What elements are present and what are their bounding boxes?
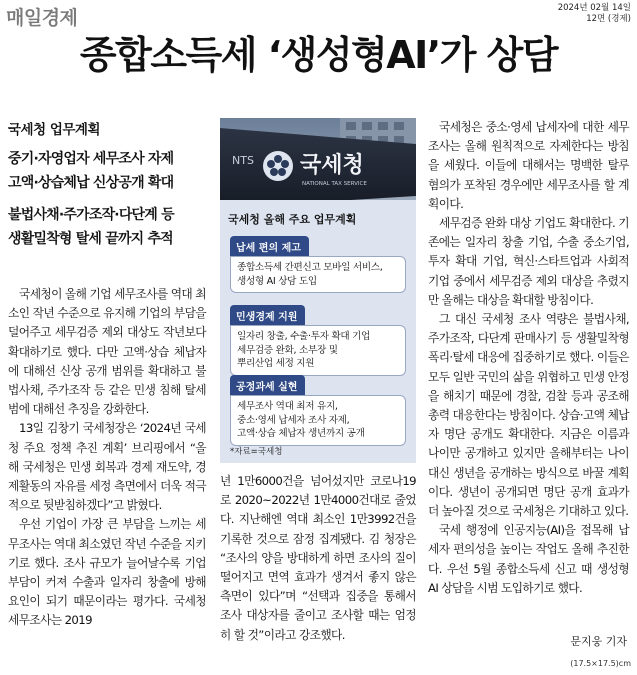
category-line: 종합소득세 간편신고 모바일 서비스,: [237, 262, 383, 273]
infobox: [220, 200, 416, 463]
paragraph: 국세 행정에 인공지능(AI)을 접목해 납세자 편의성을 높이는 작업도 올해 추진한다. 우선 5월 종합소득세 신고 때 생성형 AI 상담을 시범 도입하기로 했다.: [428, 523, 629, 595]
subhead-line: 생활밀착형 탈세 끝까지 추적: [8, 231, 173, 247]
infobox-category: [230, 375, 406, 446]
paragraph: 그 대신 국세청 조사 역량은 불법사채, 주가조작, 다단계 판매사기 등 생활밀착형 폭리·탈세 대응에 집중하기로 했다. 이들은 모두 일반 국민의 삶을 위협하고 민생 안정을 해치기 때문에 경찰, 검찰 등과 공조해 총력 대응한다는 방침이다. 상습·고액 체납자 명단 공개도 확대한다. 지금은 이름과 나이만 공개하고 있지만 올해부터는 나이 대신 생년을 공개하는 방식으로 바꿀 계획이다. 생년이 공개되면 명단 공개 효과가 더 높아질 것으로 국세청은 기대하고 있다.: [428, 312, 629, 519]
category-body: [230, 256, 406, 293]
category-line: 세무검증 완화, 소부장 및: [237, 344, 338, 356]
paragraph: 세무검증 완화 대상 기업도 확대한다. 기존에는 일자리 창출 기업, 수출 중소기업, 투자 확대 기업, 혁신·스타트업과 사회적 기업 중에서 세무검증 제외 대상을 추렸지만 올해는 대상을 확대할 방침이다.: [428, 216, 629, 307]
category-line: 생성형 AI 상담 도입: [237, 275, 317, 287]
category-line: 고액·상습 체납자 생년까지 공개: [237, 428, 365, 439]
infobox-category: [230, 236, 406, 293]
headline: 종합소득세 ‘생성형AI’가 상담: [79, 33, 558, 77]
subhead-line: 고액·상습체납 신상공개 확대: [8, 175, 174, 191]
dateline: [558, 3, 631, 25]
sign-text: 국세청: [300, 153, 364, 178]
infobox-title: 국세청 올해 주요 업무계획: [228, 213, 357, 226]
subhead-line: 중기·자영업자 세무조사 자제: [8, 151, 174, 167]
article-column-2: [220, 472, 416, 645]
category-tab: 민생경제 지원: [230, 305, 305, 325]
paragraph: 년 1만6000건을 넘어섰지만 코로나19로 2020~2022년 1만4000건대로 줄었다. 지난해엔 역대 최소인 1만3992건을 기록한 것으로 잠정 집계됐다. 김 청장은 “조사의 양을 방대하게 하면 조사의 질이 떨어지고 면역 효과가 생겨서 좋지 않은 측면이 있다”며 “선택과 집중을 통해서 조사 대상자를 줄이고 조사할 때는 엄정히 할 것”이라고 강조했다.: [220, 474, 416, 642]
paragraph: 13일 김창기 국세청장은 ‘2024년 국세청 주요 정책 추진 계획’ 브리핑에서 “올해 국세청은 민생 회복과 경제 재도약, 경제활동의 자유를 세정 측면에서 더욱 적극적으로 뒷받침하겠다”고 밝혔다.: [8, 421, 206, 513]
infobox-category: [230, 305, 406, 376]
paragraph: 우선 기업이 가장 큰 부담을 느끼는 세무조사는 역대 최소였던 작년 수준을 지키기로 했다. 조사 규모가 늘어날수록 기업 부담이 커져 수출과 일자리 창출에 방해 요인이 되기 때문이라는 평가다. 국세청 세무조사는 2019: [8, 517, 206, 628]
sign-sub-text: NATIONAL TAX SERVICE: [302, 181, 367, 187]
article-size-note: (17.5×17.5)cm: [570, 659, 631, 668]
date-text: 2024년 02월 14일: [557, 3, 631, 13]
category-line: 뿌리산업 세정 지원: [237, 358, 315, 369]
subheads: [8, 118, 208, 251]
category-line: 일자리 창출, 수출·투자 확대 기업: [237, 331, 371, 342]
article-column-1: [8, 285, 206, 631]
reporter-byline: 문지웅 기자: [570, 635, 627, 648]
paragraph: 국세청이 올해 기업 세무조사를 역대 최소인 작년 수준으로 유지해 기업의 부담을 덜어주고 세무검증 제외 대상도 작년보다 확대하기로 했다. 다만 고액·상습 체납자에 대해선 신상 공개 범위를 확대하고 불법사채, 주가조작 등 같은 민생 침해 탈세범에 대해선 추징을 강화한다.: [8, 287, 206, 417]
page-text: 12면 (경제): [586, 14, 631, 24]
masthead: 매일경제: [6, 7, 78, 29]
category-tab: 납세 편의 제고: [230, 236, 309, 256]
subhead-line: 불법사채·주가조작·다단계 등: [8, 207, 174, 223]
category-body: [230, 325, 406, 376]
category-line: 세무조사 역대 최저 유지,: [237, 401, 338, 412]
article-column-3: [428, 118, 629, 598]
source-note: *자료=국세청: [230, 447, 283, 457]
subhead-label: 국세청 업무계획: [8, 122, 100, 138]
sign-left-text: NTS: [232, 154, 254, 167]
paragraph: 국세청은 중소·영세 납세자에 대한 세무조사는 올해 원칙적으로 자제한다는 방침을 세웠다. 이들에 대해서는 명백한 탈루 혐의가 포착된 경우에만 세무조사를 할 계획이다.: [428, 120, 629, 211]
category-tab: 공정과세 실현: [230, 375, 305, 395]
category-body: [230, 395, 406, 446]
category-line: 중소·영세 납세자 조사 자제,: [237, 414, 350, 426]
